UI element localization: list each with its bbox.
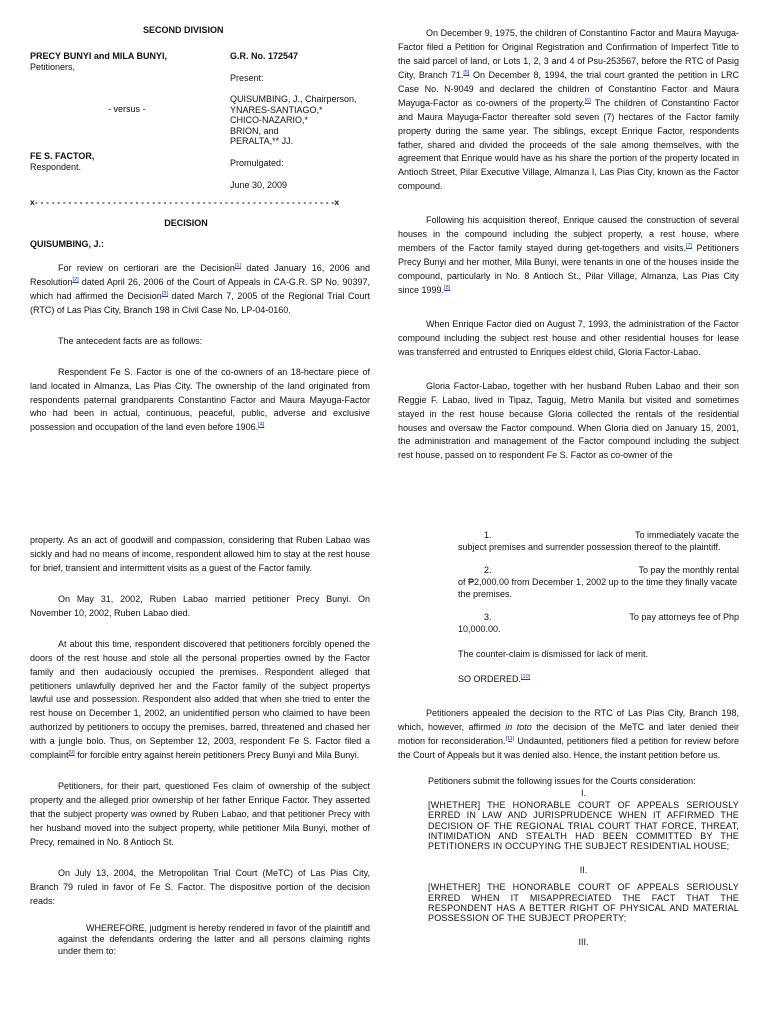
paragraph-enrique-death: When Enrique Factor died on August 7, 1993, the administration of the Factor compound including the subject rest house and other residential houses for lease was transferred and entrusted to Enriques eldest child, Gloria Factor-Labao. bbox=[398, 318, 739, 357]
issue-2-text: [WHETHER] THE HONORABLE COURT OF APPEALS SERIOUSLY ERRED WHEN IT MISAPPRECIATED THE FACT THAT THE RESPONDENT HAS A BETTER RIGHT OF PHYSICAL AND MATERIAL POSSESSION OF THE SUBJECT PROPERTY; bbox=[428, 882, 739, 924]
footnote-link-9[interactable]: [9] bbox=[68, 750, 75, 757]
paragraph-review: For review on certiorari are the Decision[1] dated January 16, 2006 and Resolution[2] dated April 26, 2006 of the Court of Appeals in CA-G.R. SP No. 90397, which had affirmed the Decision[3] dated March 7, 2005 of the Regional Trial Court (RTC) of Las Pias City, Branch 198 in Civil Case No. LP-04-0160. bbox=[30, 262, 371, 315]
justice-3: CHICO-NAZARIO,* bbox=[230, 115, 309, 126]
footnote-link-11[interactable]: [11] bbox=[505, 735, 515, 742]
footnote-link-6[interactable]: [6] bbox=[584, 97, 591, 104]
paragraph-metc-ruling: On July 13, 2004, the Metropolitan Trial Court (MeTC) of Las Pias City, Branch 79 ruled in favor of Fe S. Factor. The dispositive portion of the decision reads: bbox=[30, 867, 370, 906]
respondent-name: FE S. FACTOR, bbox=[30, 151, 95, 161]
issue-number-2: II. bbox=[579, 864, 588, 875]
present-label: Present: bbox=[230, 73, 264, 83]
separator-line: x- - - - - - - - - - - - - - - - - - - - - - - - - - - - - - - - - - - - - - - - - - - - - - - - - - - - - -x bbox=[30, 196, 340, 207]
paragraph-antecedent: The antecedent facts are as follows: bbox=[58, 335, 203, 346]
gr-number: G.R. No. 172547 bbox=[230, 51, 299, 61]
versus-label: - versus - bbox=[108, 104, 146, 114]
paragraph-marriage: On May 31, 2002, Ruben Labao married petitioner Precy Bunyi. On November 10, 2002, Ruben Labao died. bbox=[30, 593, 370, 618]
right-column-top bbox=[398, 27, 739, 463]
paragraph-acquisition: Following his acquisition thereof, Enrique caused the construction of several houses in the compound including the subject property, a rest house, where members of the Factor family stayed during get-togethers and visits.[7] Petitioners Precy Bunyi and her mother, Mila Bunyi, were tenants in one of the houses inside the compound, particularly in No. 8 Antioch St., Pilar Village, Almanza, Las Pias City since 1999.[8] bbox=[398, 215, 739, 295]
justices-list bbox=[230, 94, 357, 147]
paragraph-petition-registration: On December 9, 1975, the children of Constantino Factor and Maura Mayuga-Factor filed a Petition for Original Registration and Confirmation of Imperfect Title to the said parcel of land, or Lots 1, 2, 3 and 4 of Psu-253567, before the RTC of Pasig City, Branch 71.[5] On December 8, 1994, the trial court granted the petition in LRC Case No. N-9049 and declared the children of Constantino Factor and Maura Mayuga-Factor as co-owners of the property.[6] The children of Constantino Factor and Maura Mayuga-Factor thereafter sold seven (7) hectares of the Factor family property during the same year. The siblings, except Enrique Factor, respondents father, shared and divided the proceeds of the sale among themselves, with the agreement that Enrique would have as his share the portion of the property located in Antioch Street, Pilar Executive Village, Almanza I, Las Pias City, known as the Factor compound. bbox=[398, 28, 739, 192]
issue-1-text: [WHETHER] THE HONORABLE COURT OF APPEALS SERIOUSLY ERRED IN LAW AND JURISPRUDENCE WHEN IT AFFIRMED THE DECISION OF THE REGIONAL TRIAL COURT THAT FORCE, THREAT, INTIMIDATION AND STEALTH HAD BEEN COMMITTED BY THE PETITIONERS IN OCCUPYING THE SUBJECT RESIDENTIAL HOUSE; bbox=[428, 799, 739, 852]
footnote-link-1[interactable]: [1] bbox=[234, 262, 241, 269]
petitioners-label: Petitioners, bbox=[30, 62, 76, 72]
footnote-link-3[interactable]: [3] bbox=[161, 290, 168, 297]
order-item-3: 3. To pay attorneys fee of Php 10,000.00. bbox=[458, 612, 739, 635]
so-ordered-text: SO ORDERED.[10] bbox=[458, 673, 531, 684]
issues-intro: Petitioners submit the following issues for the Courts consideration: bbox=[428, 776, 696, 787]
respondent-label: Respondent. bbox=[30, 162, 82, 172]
paragraph-petitioners-claim: Petitioners, for their part, questioned Fes claim of ownership of the subject property and the alleged prior ownership of her father Enrique Factor. They asserted that the subject property was owned by Ruben Labao, and that petitioner Precy with her husband moved into the subject property, while petitioner Mila Bunyi, mother of Precy, remained in No. 8 Antioch St. bbox=[30, 781, 370, 847]
decision-heading: DECISION bbox=[164, 218, 208, 229]
footnote-link-2[interactable]: [2] bbox=[72, 276, 79, 283]
issue-number-3: III. bbox=[578, 936, 589, 947]
ponente: QUISUMBING, J.: bbox=[30, 239, 105, 250]
right-column-bottom bbox=[398, 530, 739, 948]
promulgation-date: June 30, 2009 bbox=[230, 180, 288, 190]
issues-block bbox=[398, 776, 739, 948]
justice-5: PERALTA,** JJ. bbox=[230, 136, 294, 147]
promulgated-label: Promulgated: bbox=[230, 158, 284, 168]
footnote-link-10[interactable]: [10] bbox=[521, 673, 531, 680]
left-column-top bbox=[30, 24, 370, 435]
paragraph-appeal: Petitioners appealed the decision to the RTC of Las Pias City, Branch 198, which, however, affirmed in toto the decision of the MeTC and later denied their motion for reconsideration.[11] Undaunted, petitioners filed a petition for review before the Court of Appeals but it was denied also. Hence, the instant petition before us. bbox=[398, 707, 739, 760]
issue-number-1: I. bbox=[580, 788, 586, 799]
order-item-1: 1. To immediately vacate the subject premises and surrender possession thereof to the plaintiff. bbox=[458, 530, 739, 552]
left-column-bottom bbox=[30, 534, 370, 958]
justice-4: BRION, and bbox=[230, 125, 279, 136]
case-caption bbox=[30, 24, 370, 176]
justice-1: QUISUMBING, J., Chairperson, bbox=[230, 94, 357, 104]
dispositive-wherefore: WHEREFORE, judgment is hereby rendered in favor of the plaintiff and against the defendants ordering the latter and all persons claiming rights under them to: bbox=[58, 922, 370, 956]
footnote-link-5[interactable]: [5] bbox=[463, 69, 470, 76]
division-heading: SECOND DIVISION bbox=[143, 25, 224, 35]
order-item-2: 2. To pay the monthly rental of ₱2,000.00 from December 1, 2002 up to the time they finally vacate the premises. bbox=[458, 565, 739, 599]
petitioners-names: PRECY BUNYI and MILA BUNYI, bbox=[30, 51, 168, 61]
paragraph-respondent: Respondent Fe S. Factor is one of the co-owners of an 18-hectare piece of land located in Almanza, Las Pias City. The ownership of the land originated from respondents paternal grandparents Constantino Factor and Maura Mayuga-Factor who had been in actual, continuous, peaceful, public, adverse and exclusive possession and occupation of the land even before 1906.[4] bbox=[30, 366, 370, 433]
justice-2: YNARES-SANTIAGO,* bbox=[230, 104, 323, 115]
footnote-link-8[interactable]: [8] bbox=[444, 284, 451, 291]
paragraph-gloria: Gloria Factor-Labao, together with her husband Ruben Labao and their son Reggie F. Labao, lived in Tipaz, Taguig, Metro Manila but visited and sometimes stayed in the rest house because Gloria collected the rentals of the residential houses and oversaw the Factor compound. When Gloria died on January 15, 2001, the administration and management of the Factor compound including the subject rest house, passed on to respondent Fe S. Factor as co-owner of the bbox=[398, 380, 739, 461]
paragraph-discovery: At about this time, respondent discovered that petitioners forcibly opened the doors of the rest house and stole all the personal properties owned by the Factor family and then audaciously occupied the premises. Respondent alleged that petitioners unlawfully deprived her and the Factor family of the subject propertys lawful use and possession. Respondent also added that when she tried to enter the rest house on December 1, 2002, an unidentified person who claimed to have been authorized by petitioners to occupy the premises, barred, threatened and chased her with a jungle bolo. Thus, on September 12, 2003, respondent Fe S. Factor filed a complaint[9] for forcible entry against herein petitioners Precy Bunyi and Mila Bunyi. bbox=[30, 638, 370, 761]
counter-claim-text: The counter-claim is dismissed for lack of merit. bbox=[458, 648, 649, 659]
paragraph-goodwill: property. As an act of goodwill and compassion, considering that Ruben Labao was sickly and had no means of income, respondent allowed him to stay at the rest house for brief, transient and intermittent visits as a guest of the Factor family. bbox=[30, 535, 370, 573]
footnote-link-7[interactable]: [7] bbox=[685, 243, 693, 250]
footnote-link-4[interactable]: [4] bbox=[258, 422, 265, 429]
